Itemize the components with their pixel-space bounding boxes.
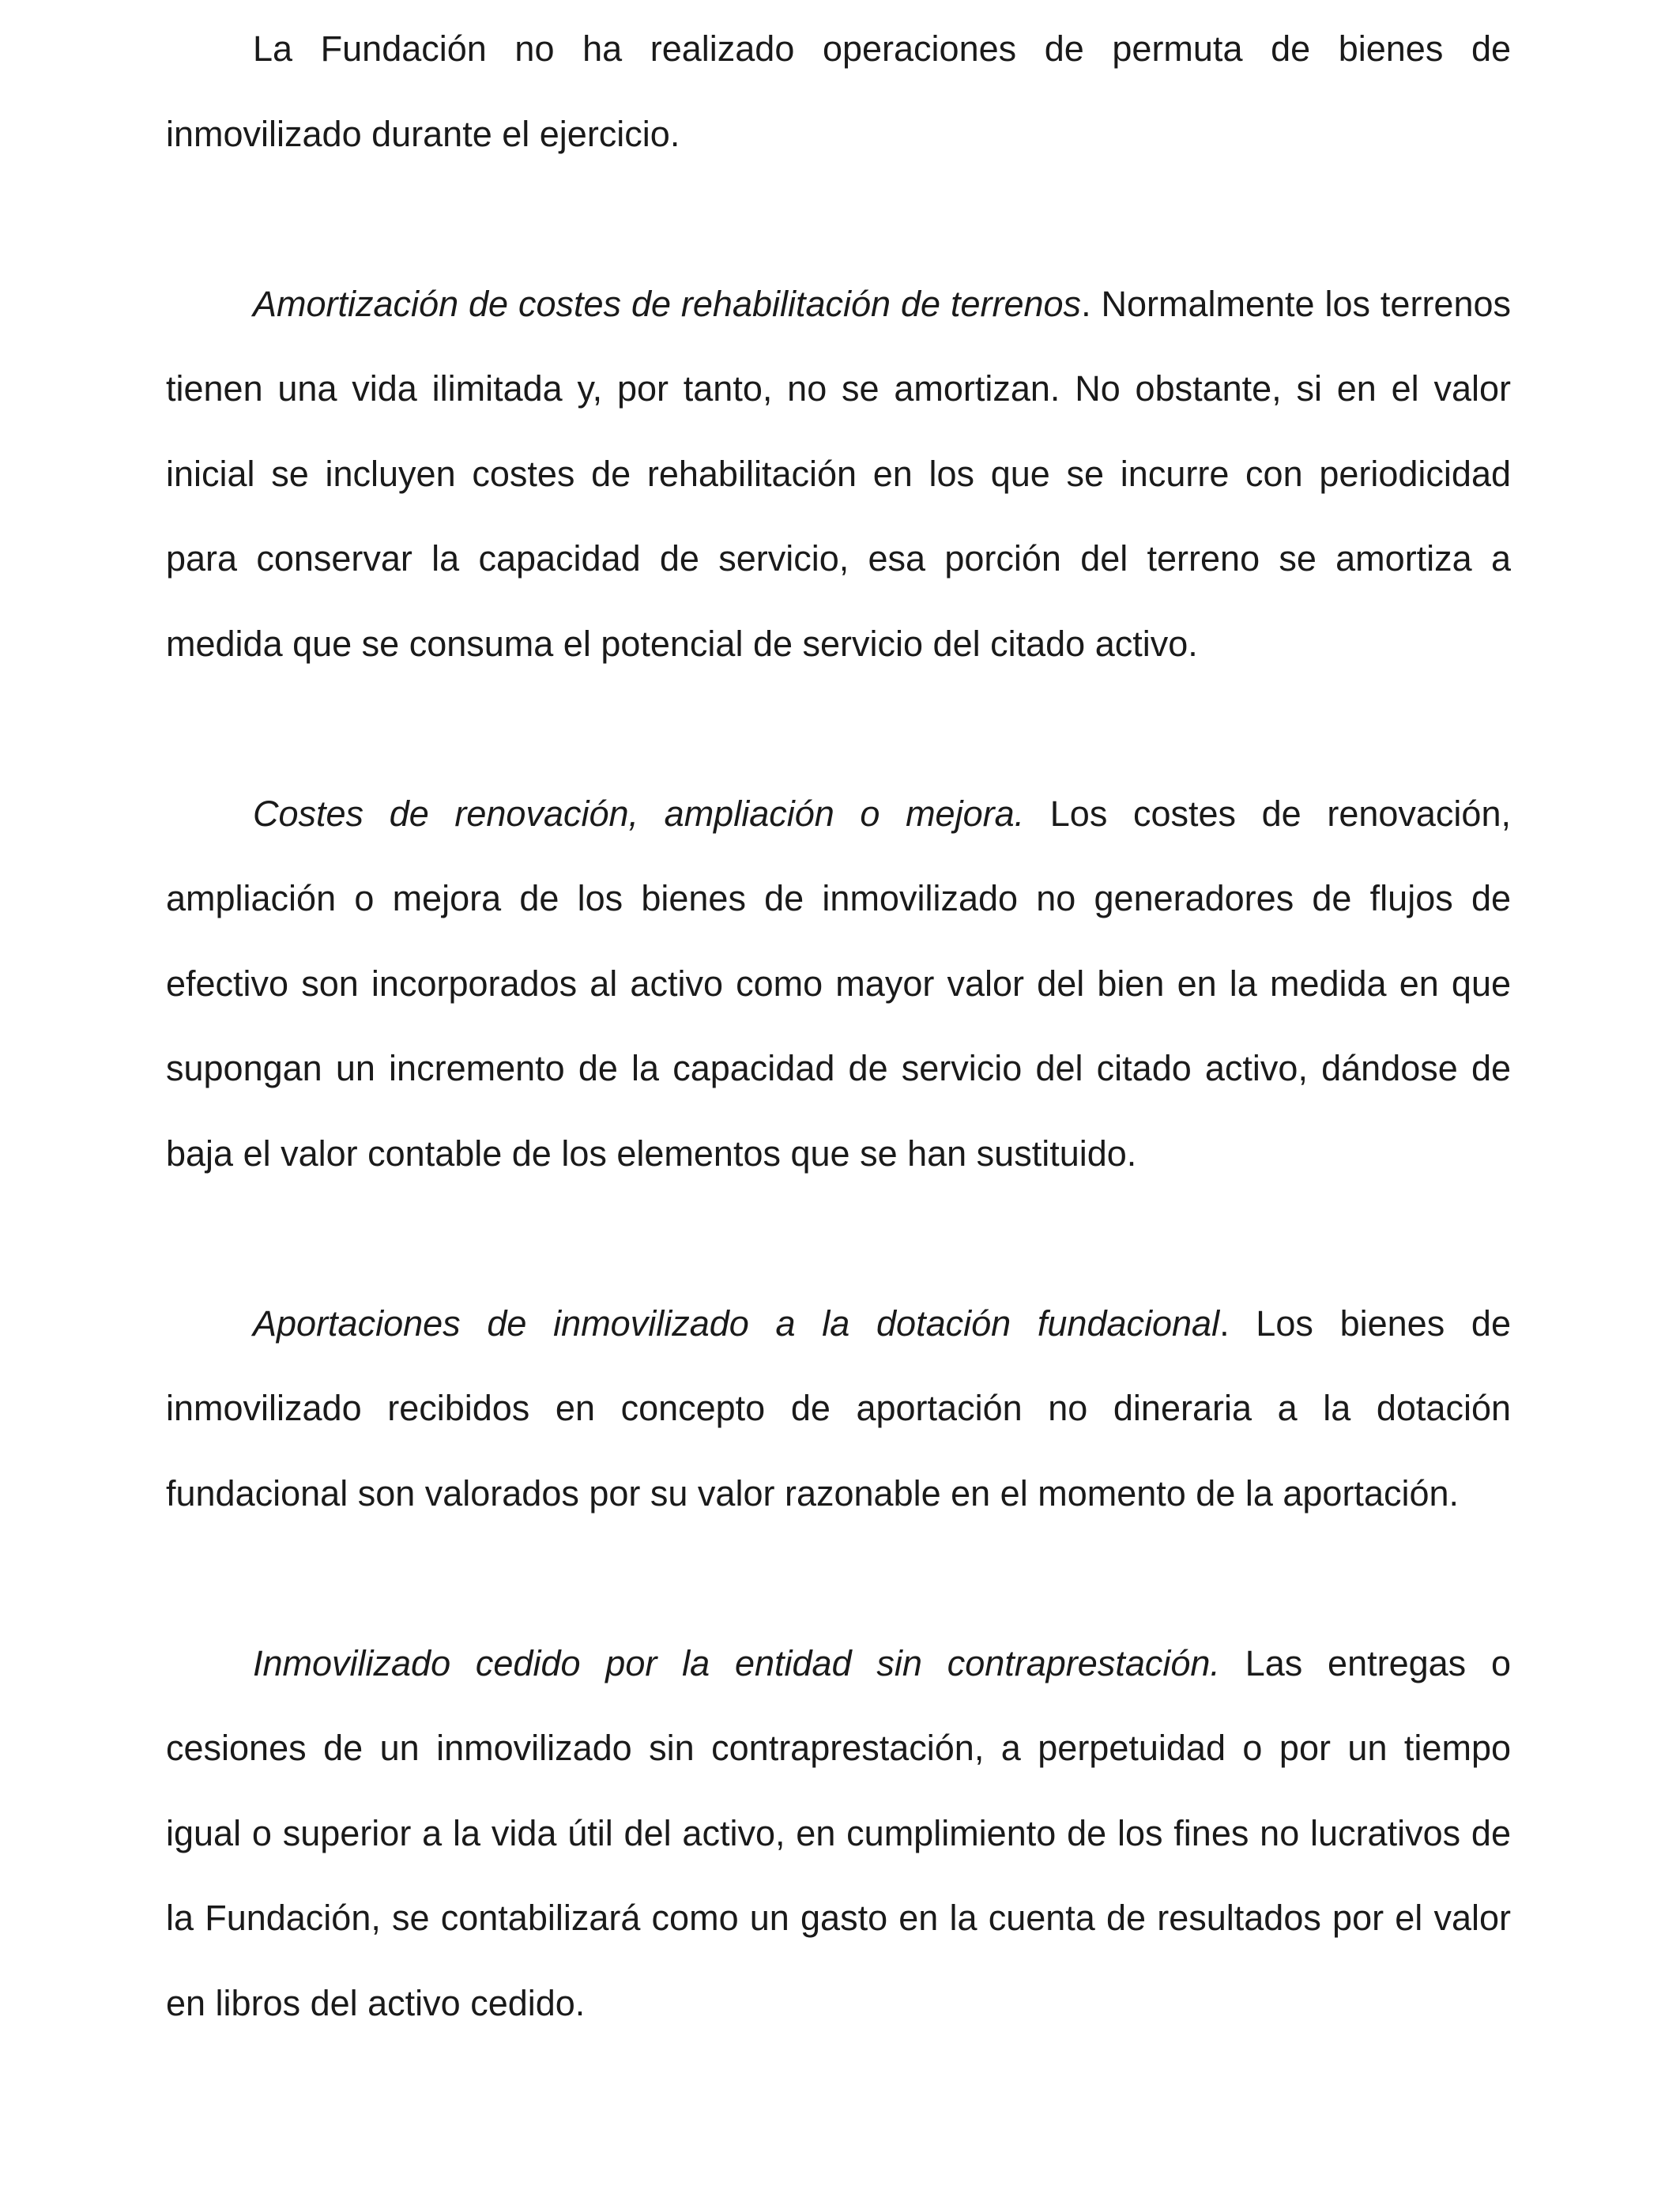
paragraph-body: La Fundación no ha realizado operaciones de permuta de bienes de inmovilizado durante el ejercicio. <box>166 28 1511 154</box>
document-page <box>166 6 1511 2131</box>
paragraph-heading: Aportaciones de inmovilizado a la dotación fundacional <box>253 1302 1220 1344</box>
paragraph-body: . Normalmente los terrenos tienen una vida ilimitada y, por tanto, no se amortizan. No obstante, si en el valor inicial se incluyen costes de rehabilitación en los que se incurre con periodicidad para conservar la capacidad de servicio, esa porción del terreno se amortiza a medida que se consuma el potencial de servicio del citado activo. <box>166 283 1512 664</box>
paragraph-heading: Amortización de costes de rehabilitación de terrenos <box>253 283 1082 324</box>
paragraph-body: Los costes de renovación, ampliación o mejora de los bienes de inmovilizado no generadores de flujos de efectivo son incorporados al activo como mayor valor del bien en la medida en que supongan un incremento de la capacidad de servicio del citado activo, dándose de baja el valor contable de los elementos que se han sustituido. <box>166 793 1511 1174</box>
paragraph-body: . Los bienes de inmovilizado recibidos en concepto de aportación no dineraria a la dotación fundacional son valorados por su valor razonable en el momento de la aportación. <box>166 1302 1511 1514</box>
paragraph-permuta <box>166 6 1511 176</box>
paragraph-inmovilizado-cedido <box>166 1621 1511 2046</box>
paragraph-costes-renovacion <box>166 771 1511 1197</box>
paragraph-aportaciones <box>166 1281 1511 1536</box>
paragraph-heading: Inmovilizado cedido por la entidad sin contraprestación. <box>253 1642 1220 1683</box>
paragraph-body: Las entregas o cesiones de un inmovilizado sin contraprestación, a perpetuidad o por un tiempo igual o superior a la vida útil del activo, en cumplimiento de los fines no lucrativos de la Fundación, se contabilizará como un gasto en la cuenta de resultados por el valor en libros del activo cedido. <box>166 1642 1511 2023</box>
paragraph-heading: Costes de renovación, ampliación o mejora. <box>253 793 1025 834</box>
paragraph-amortizacion <box>166 262 1511 687</box>
